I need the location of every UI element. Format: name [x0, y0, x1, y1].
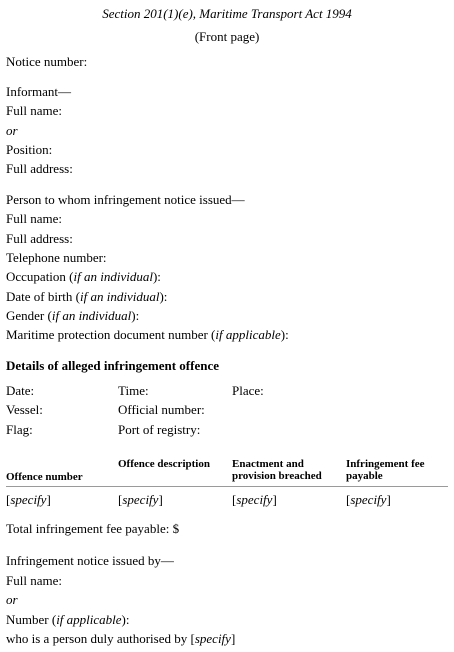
offence-official-number-label: Official number: — [118, 402, 205, 417]
table-cell-enactment: [specify] — [232, 492, 277, 507]
recipient-dob-label: Date of birth (if an individual): — [6, 289, 168, 304]
informant-position-label: Position: — [6, 142, 53, 157]
recipient-telephone-label: Telephone number: — [6, 250, 107, 265]
informant-full-address-label: Full address: — [6, 161, 73, 176]
table-header-enactment: Enactment and provision breached — [232, 458, 322, 482]
issuer-number-label: Number (if applicable): — [6, 612, 130, 627]
table-cell-offence-number: [specify] — [6, 492, 51, 507]
table-header-fee: Infringement fee payable — [346, 458, 425, 482]
table-header-offence-description: Offence description — [118, 458, 210, 470]
recipient-occupation-label: Occupation (if an individual): — [6, 269, 161, 284]
issuer-heading: Infringement notice issued by— — [6, 553, 174, 568]
recipient-full-address-label: Full address: — [6, 231, 73, 246]
offence-port-label: Port of registry: — [118, 422, 201, 437]
table-header-rule — [6, 486, 448, 487]
issuer-full-name-label: Full name: — [6, 573, 62, 588]
offence-date-label: Date: — [6, 383, 35, 398]
recipient-heading: Person to whom infringement notice issued— — [6, 192, 245, 207]
informant-heading: Informant— — [6, 84, 71, 99]
offence-time-label: Time: — [118, 383, 149, 398]
recipient-full-name-label: Full name: — [6, 211, 62, 226]
informant-full-name-label: Full name: — [6, 103, 62, 118]
notice-number-label: Notice number: — [6, 54, 88, 69]
table-cell-fee: [specify] — [346, 492, 391, 507]
table-cell-offence-description: [specify] — [118, 492, 163, 507]
table-header-offence-number: Offence number — [6, 471, 83, 483]
recipient-mpd-label: Maritime protection document number (if applicable): — [6, 327, 289, 342]
statutory-citation: Section 201(1)(e), Maritime Transport Act 1994 — [102, 6, 352, 21]
total-fee-label: Total infringement fee payable: $ — [6, 521, 180, 536]
informant-or: or — [6, 123, 18, 138]
offence-flag-label: Flag: — [6, 422, 33, 437]
page-label: (Front page) — [194, 29, 260, 44]
offence-place-label: Place: — [232, 383, 264, 398]
offence-details-heading: Details of alleged infringement offence — [6, 358, 220, 373]
issuer-or: or — [6, 592, 18, 607]
offence-vessel-label: Vessel: — [6, 402, 43, 417]
issuer-authorised-line: who is a person duly authorised by [specify] — [6, 631, 236, 646]
recipient-gender-label: Gender (if an individual): — [6, 308, 140, 323]
